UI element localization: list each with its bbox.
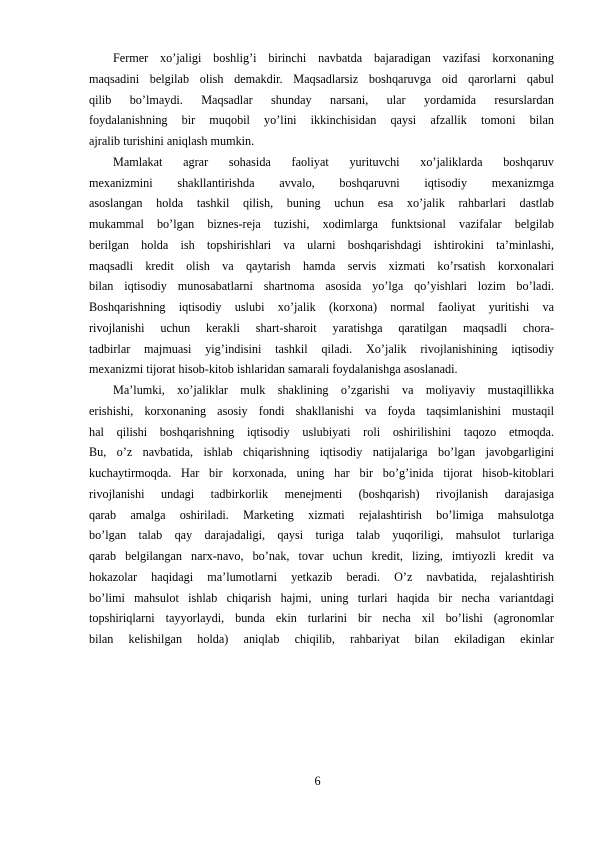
- text-line: qilib bo’lmaydi. Maqsadlar shunday narsani, ular yordamida resurslardan: [89, 92, 554, 107]
- text-line: qarab belgilangan narx-navo, bo’nak, tovar uchun kredit, lizing, imtiyozli kredit va: [89, 549, 554, 563]
- text-line: hal qilishi boshqarishning iqtisodiy uslubiyati roli oshirilishini taqozo etmoqda.: [89, 424, 554, 439]
- text-line: asoslangan holda tashkil qilish, buning uchun esa xo’jalik rahbarlari dastlab: [89, 196, 554, 211]
- text-line: Mamlakat agrar sohasida faoliyat yurituvchi xo’jaliklarda boshqaruv: [113, 154, 554, 169]
- text-line: bo’lgan talab qay darajadaligi, qaysi turiga talab yuqoriligi, mahsulot turlariga: [89, 528, 554, 543]
- text-line: Boshqarishning iqtisodiy uslubi xo’jalik (korxona) normal faoliyat yuritishi va: [89, 300, 554, 314]
- text-line: mexanizmini shakllantirishda avvalo, boshqaruvni iqtisodiy mexanizmga: [89, 175, 554, 190]
- text-line: Fermer xo’jaligi boshlig’i birinchi navbatda bajaradigan vazifasi korxonaning: [113, 51, 554, 65]
- text-line: ajralib turishini aniqlash mumkin.: [89, 134, 255, 148]
- page-number: 6: [314, 774, 321, 788]
- text-line: qarab amalga oshiriladi. Marketing xizmati rejalashtirish bo’limiga mahsulotga: [89, 507, 554, 522]
- text-line: rivojlanishi undagi tadbirkorlik menejmenti (boshqarish) rivojlanish darajasiga: [89, 486, 554, 501]
- text-line: kuchaytirmoqda. Har bir korxonada, uning har bir bo’g’inida tijorat hisob-kitoblari: [89, 466, 554, 480]
- text-line: maqsadli kredit olish va qaytarish hamda servis xizmati ko’rsatish korxonalari: [89, 258, 554, 273]
- text-line: Ma’lumki, xo’jaliklar mulk shaklining o’zgarishi va moliyaviy mustaqillikka: [113, 383, 554, 397]
- text-line: tadbirlar majmuasi yig’indisini tashkil qiladi. Xo’jalik rivojlanishining iqtisodiy: [89, 341, 554, 356]
- text-line: bilan kelishilgan holda) aniqlab chiqilib, rahbariyat bilan ekiladigan ekinlar: [89, 632, 554, 646]
- text-line: Bu, o’z navbatida, ishlab chiqarishning iqtisodiy natijalariga bo’lgan javobgarligini: [89, 445, 554, 460]
- text-line: erishishi, korxonaning asosiy fondi shakllanishi va foyda taqsimlanishini mustaqil: [89, 403, 554, 418]
- text-line: mukammal bo’lgan biznes-reja tuzishi, xodimlarga funktsional vazifalar belgilab: [89, 217, 554, 231]
- text-line: hokazolar haqidagi ma’lumotlarni yetkazib beradi. O’z navbatida, rejalashtirish: [89, 569, 554, 584]
- text-line: rivojlanishi uchun kerakli shart-sharoit yaratishga qaratilgan maqsadli chora-: [89, 320, 554, 335]
- text-line: bilan iqtisodiy munosabatlarni shartnoma asosida yo’lga qo’yishlari lozim bo’ladi.: [89, 279, 554, 294]
- text-line: topshiriqlarni tayyorlaydi, bunda ekin turlarini bir necha xil bo’lishi (agronomlar: [89, 611, 554, 626]
- text-line: maqsadini belgilab olish demakdir. Maqsadlarsiz boshqaruvga oid qarorlarni qabul: [89, 71, 554, 86]
- text-line: berilgan holda ish topshirishlari va ularni boshqarishdagi ishtirokini ta’minlashi,: [89, 237, 554, 252]
- text-line: bo’limi mahsulot ishlab chiqarish hajmi, uning turlari haqida bir necha variantdagi: [89, 590, 554, 605]
- text-line: foydalanishning bir muqobil yo’lini ikkinchisidan qaysi afzallik tomoni bilan: [89, 113, 554, 128]
- text-line: mexanizmi tijorat hisob-kitob ishlaridan samarali foydalanishga asoslanadi.: [89, 362, 458, 377]
